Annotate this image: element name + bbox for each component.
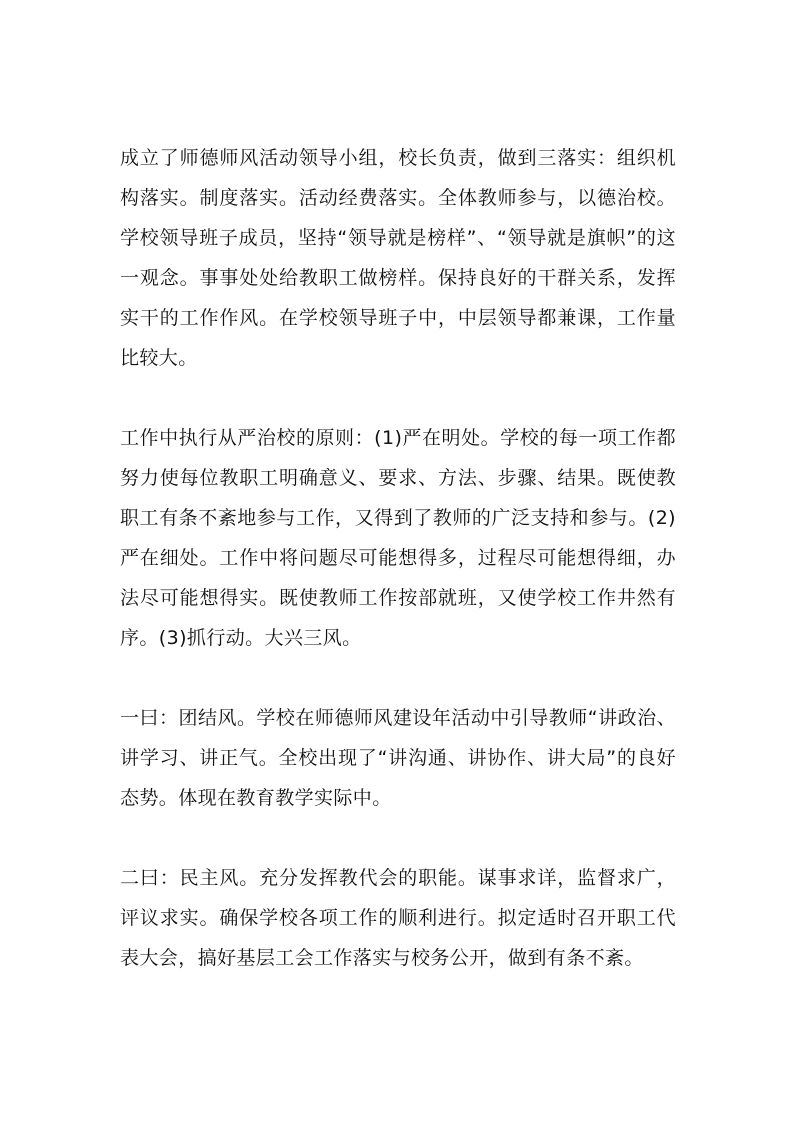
paragraph-4: 二曰：民主风。充分发挥教代会的职能。谋事求详，监督求广，评议求实。确保学校各项工作的顺利进行。拟定适时召开职工代表大会，搞好基层工会工作落实与校务公开，做到有条不紊。: [120, 867, 676, 969]
paragraph-1: 成立了师德师风活动领导小组，校长负责，做到三落实：组织机构落实。制度落实。活动经费落实。全体教师参与，以德治校。学校领导班子成员，坚持“领导就是榜样”、“领导就是旗帜”的这一观念。事事处处给教职工做榜样。保持良好的干群关系，发挥实干的工作作风。在学校领导班子中，中层领导都兼课，工作量比较大。: [120, 147, 676, 369]
paragraph-2: 工作中执行从严治校的原则：(1)严在明处。学校的每一项工作都努力使每位教职工明确意义、要求、方法、步骤、结果。既使教职工有条不紊地参与工作，又得到了教师的广泛支持和参与。(2)严在细处。工作中将问题尽可能想得多，过程尽可能想得细，办法尽可能想得实。既使教师工作按部就班，又使学校工作井然有序。(3)抓行动。大兴三风。: [120, 427, 676, 649]
document-body: [120, 138, 676, 978]
paragraph-3: 一曰：团结风。学校在师德师风建设年活动中引导教师“讲政治、讲学习、讲正气。全校出现了“讲沟通、讲协作、讲大局”的良好态势。体现在教育教学实际中。: [120, 707, 676, 809]
